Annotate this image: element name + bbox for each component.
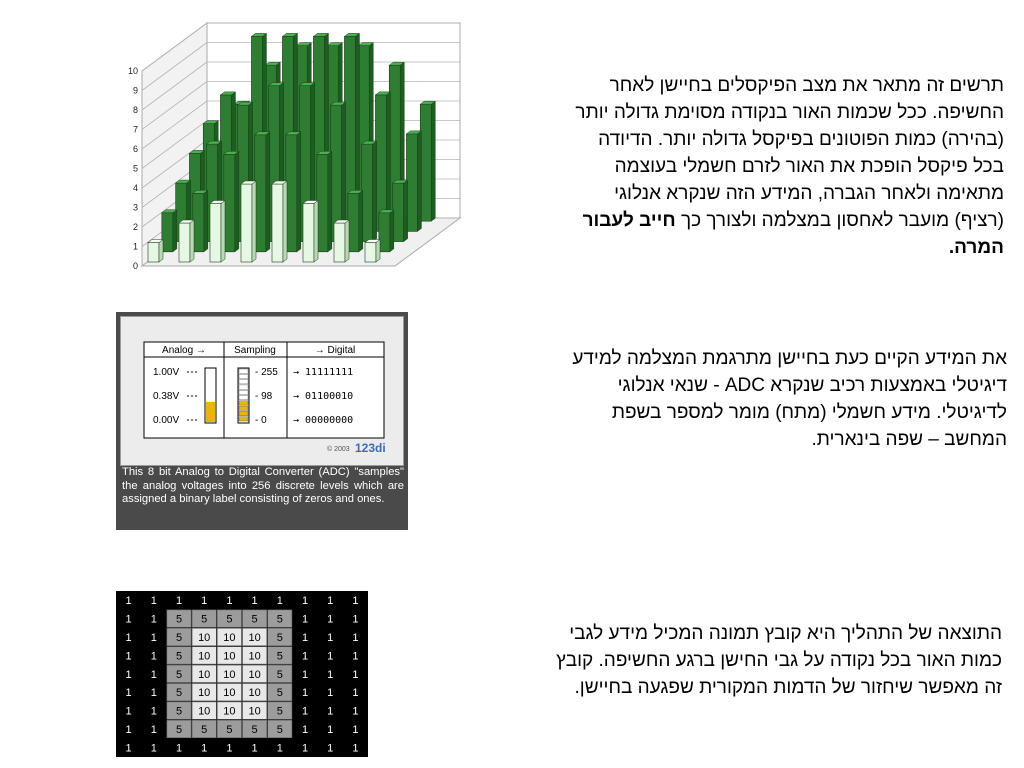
pixel-value: 10 bbox=[198, 668, 211, 681]
pixel-value: 1 bbox=[150, 595, 157, 608]
pixel-value: 1 bbox=[125, 724, 132, 736]
sampling-tick-max: - 255 bbox=[255, 367, 278, 378]
sampling-step bbox=[239, 385, 248, 389]
chart-bar bbox=[286, 135, 297, 252]
pixel-value: 1 bbox=[276, 742, 283, 755]
analog-fill-level bbox=[206, 402, 215, 422]
pixel-value: 1 bbox=[301, 668, 309, 681]
chart-bar-side bbox=[359, 190, 363, 252]
pixel-value: 1 bbox=[352, 724, 359, 736]
pixel-value: 1 bbox=[150, 668, 157, 681]
pixel-value: 1 bbox=[301, 705, 309, 718]
chart-bar bbox=[148, 243, 159, 263]
pixel-value: 1 bbox=[352, 650, 359, 663]
chart-bar-side bbox=[314, 201, 318, 263]
chart-bar-side bbox=[376, 240, 380, 263]
pixel-value: 1 bbox=[352, 742, 359, 755]
p3-line-1: התוצאה של התהליך היא קובץ תמונה המכיל מידע לגבי bbox=[569, 623, 1002, 644]
digital-label-min: → 00000000 bbox=[293, 415, 354, 426]
sampling-step bbox=[239, 390, 248, 394]
sampling-label-min: 0 bbox=[261, 415, 267, 426]
p1-line-4: בכל פיקסל הופכת את האור לזרם חשמלי בעוצמה bbox=[614, 156, 1004, 177]
pixel-value: 5 bbox=[276, 613, 283, 626]
pixel-value: 5 bbox=[201, 724, 208, 736]
p1-line-6-plain: (רציף) מועבר לאחסון במצלמה ולצורך כך bbox=[675, 210, 1004, 231]
pixel-value: 10 bbox=[248, 632, 261, 644]
pixel-value: 5 bbox=[276, 687, 283, 700]
digital-label-max: → 11111111 bbox=[293, 367, 354, 378]
pixel-value: 1 bbox=[150, 613, 157, 626]
sampling-step bbox=[239, 374, 248, 378]
pixel-value: 1 bbox=[327, 650, 334, 663]
pixel-value: 1 bbox=[175, 595, 183, 608]
pixel-value: 1 bbox=[251, 742, 258, 755]
pixel-value: 1 bbox=[352, 668, 359, 681]
pixel-value: 1 bbox=[175, 742, 183, 755]
chart-bar bbox=[406, 134, 417, 232]
adc-header-digital: → Digital bbox=[314, 345, 356, 356]
pixel-value-grid bbox=[116, 591, 368, 757]
pixel-value: 5 bbox=[226, 613, 233, 626]
pixel-value: 1 bbox=[352, 705, 359, 718]
adc-header-analog: Analog → bbox=[162, 345, 206, 356]
pixel-value: 10 bbox=[223, 668, 236, 681]
pixel-value: 1 bbox=[150, 724, 157, 736]
pixel-value: 1 bbox=[150, 687, 157, 700]
sampling-tick-mid: - 98 bbox=[255, 391, 273, 402]
sampling-step bbox=[239, 369, 248, 373]
pixel-value: 1 bbox=[150, 705, 157, 718]
chart-bar bbox=[224, 154, 235, 252]
y-tick-label: 8 bbox=[132, 105, 138, 115]
y-tick-label: 0 bbox=[132, 261, 138, 271]
pixel-value: 10 bbox=[248, 668, 261, 681]
pixel-value: 1 bbox=[301, 742, 309, 755]
pixel-value: 1 bbox=[251, 595, 258, 608]
y-tick-label: 10 bbox=[127, 66, 138, 76]
chart-bar bbox=[162, 213, 173, 252]
adc-figure bbox=[116, 312, 408, 530]
y-tick-label: 4 bbox=[132, 183, 138, 193]
pixel-value: 1 bbox=[327, 613, 334, 626]
chart-bar-side bbox=[404, 180, 408, 242]
pixel-value: 10 bbox=[248, 687, 261, 700]
adc-diagram-svg bbox=[121, 317, 403, 465]
y-tick-label: 3 bbox=[132, 202, 138, 213]
pixel-value: 10 bbox=[248, 650, 261, 663]
paragraph-result bbox=[420, 620, 1002, 701]
pixel-value: 1 bbox=[125, 742, 132, 755]
pixel-value: 1 bbox=[327, 742, 334, 755]
pixel-value: 1 bbox=[125, 632, 132, 644]
p1-line-3: (בהירה) כמות הפוטונים בפיקסל גדולה יותר. הדיודה bbox=[598, 129, 1004, 150]
pixel-value: 1 bbox=[201, 595, 208, 608]
chart-bar bbox=[365, 243, 376, 263]
pixel-value: 1 bbox=[301, 650, 309, 663]
pixel-value: 1 bbox=[352, 613, 359, 626]
pixel-value: 10 bbox=[198, 687, 211, 700]
sampling-step bbox=[239, 411, 248, 415]
chart-bar-side bbox=[328, 151, 332, 252]
sampling-step bbox=[239, 406, 248, 410]
p1-line-2: החשיפה. ככל שכמות האור בנקודה מסוימת גדולה יותר bbox=[575, 102, 1004, 123]
y-tick-label: 5 bbox=[132, 163, 138, 174]
pixel-value: 1 bbox=[301, 687, 309, 700]
pixel-value: 10 bbox=[223, 632, 236, 644]
pixel-value: 1 bbox=[327, 687, 334, 700]
pixel-value: 5 bbox=[175, 632, 183, 644]
y-tick-label: 1 bbox=[132, 241, 138, 252]
pixel-value: 5 bbox=[276, 632, 283, 644]
pixel-value: 1 bbox=[150, 632, 157, 644]
logo-123di: 123di bbox=[355, 441, 386, 455]
pixel-value: 5 bbox=[175, 724, 183, 736]
chart-bar-side bbox=[235, 151, 239, 252]
pixel-value: 1 bbox=[276, 595, 283, 608]
chart-bar-side bbox=[390, 210, 394, 252]
pixel-value: 5 bbox=[201, 613, 208, 626]
chart-bar-side bbox=[266, 132, 270, 252]
chart-bar bbox=[210, 204, 221, 263]
pixel-value: 1 bbox=[150, 650, 157, 663]
chart-bar-side bbox=[159, 240, 163, 263]
chart-bar bbox=[317, 154, 328, 252]
chart-bar bbox=[362, 144, 373, 242]
p3-line-2: כמות האור בכל נקודה על גבי החישן ברגע החשיפה. קובץ bbox=[556, 650, 1002, 671]
adc-caption: This 8 bit Analog to Digital Converter (ADC) "samples" the analog voltages into 256 discrete levels which are assigned a binary label consisting of zeros and ones. bbox=[122, 466, 404, 505]
paragraph-sensor-state bbox=[468, 72, 1004, 261]
pixel-value: 1 bbox=[125, 668, 132, 681]
pixel-value: 5 bbox=[276, 668, 283, 681]
pixel-value: 1 bbox=[150, 742, 157, 755]
chart-bar-side bbox=[297, 132, 301, 252]
adc-header-sampling: Sampling bbox=[234, 345, 276, 356]
pixel-value: 10 bbox=[223, 650, 236, 663]
analog-label-mid: 0.38V bbox=[153, 391, 180, 402]
chart-bar bbox=[193, 193, 204, 252]
p3-line-3: זה מאפשר שיחזור של הדמות המקורית שפגעה בחיישן. bbox=[574, 677, 1002, 698]
chart-bar-side bbox=[190, 220, 194, 262]
pixel-value: 5 bbox=[276, 724, 283, 736]
pixel-value: 1 bbox=[327, 632, 334, 644]
pixel-value: 5 bbox=[175, 613, 183, 626]
pixel-value: 1 bbox=[301, 724, 309, 736]
chart-bar bbox=[179, 223, 190, 262]
y-tick-label: 9 bbox=[132, 85, 138, 96]
pixel-value: 1 bbox=[301, 595, 309, 608]
y-tick-label: 7 bbox=[132, 124, 138, 135]
chart-bar bbox=[379, 213, 390, 252]
chart-bar-side bbox=[283, 181, 287, 262]
chart-bar bbox=[303, 204, 314, 263]
pixel-value: 1 bbox=[226, 742, 233, 755]
paragraph-adc bbox=[440, 345, 1007, 453]
pixel-value: 5 bbox=[226, 724, 233, 736]
chart-bar-side bbox=[431, 101, 435, 221]
sampling-step bbox=[239, 380, 248, 384]
chart-bar-side bbox=[173, 210, 177, 252]
pixel-value: 1 bbox=[327, 724, 334, 736]
pixel-value: 1 bbox=[301, 613, 309, 626]
pixel-value: 10 bbox=[223, 705, 236, 718]
p1-line-6 bbox=[468, 207, 1004, 234]
pixel-value: 5 bbox=[276, 650, 283, 663]
chart-bar bbox=[393, 183, 404, 242]
y-tick-label: 6 bbox=[132, 144, 138, 154]
adc-diagram bbox=[120, 316, 404, 466]
pixel-value: 1 bbox=[226, 595, 233, 608]
pixel-value: 5 bbox=[175, 687, 183, 700]
chart-bar bbox=[241, 184, 252, 262]
chart-bar-side bbox=[417, 131, 421, 232]
chart-bar bbox=[272, 184, 283, 262]
p1-line-5: מתאימה ולאחר הגברה, המידע הזה שנקרא אנלוגי bbox=[614, 183, 1004, 204]
pixel-value: 5 bbox=[251, 613, 258, 626]
pixel-value: 1 bbox=[125, 613, 132, 626]
chart-bar bbox=[420, 104, 431, 221]
pixel-value: 10 bbox=[198, 650, 211, 663]
pixel-value: 1 bbox=[125, 705, 132, 718]
pixel-value: 10 bbox=[198, 705, 211, 718]
pixel-value: 1 bbox=[352, 632, 359, 644]
pixel-value: 1 bbox=[125, 595, 132, 608]
pixel-value: 1 bbox=[352, 595, 359, 608]
sampling-label-max: 255 bbox=[261, 367, 278, 378]
pixel-value: 10 bbox=[198, 632, 211, 644]
p1-bold-conversion: המרה. bbox=[948, 237, 1004, 258]
sampling-step bbox=[239, 401, 248, 405]
p2-line-4: המחשב – שפה בינארית. bbox=[811, 429, 1007, 450]
chart-bar bbox=[334, 223, 345, 262]
chart-bar-side bbox=[373, 141, 377, 242]
pixel-value: 1 bbox=[201, 742, 208, 755]
pixel-value: 10 bbox=[248, 705, 261, 718]
pixel-value: 5 bbox=[175, 705, 183, 718]
pixel-value: 5 bbox=[251, 724, 258, 736]
p2-line-1: את המידע הקיים כעת בחיישן מתרגמת המצלמה למידע bbox=[572, 348, 1007, 369]
pixel-value: 10 bbox=[223, 687, 236, 700]
pixel-value: 5 bbox=[175, 650, 183, 663]
y-tick-label: 2 bbox=[132, 222, 138, 232]
pixel-value: 1 bbox=[125, 650, 132, 663]
pixel-value: 5 bbox=[175, 668, 183, 681]
p1-line-7 bbox=[468, 234, 1004, 261]
analog-label-min: 0.00V bbox=[153, 415, 180, 426]
sampling-step bbox=[239, 396, 248, 400]
p1-line-1: תרשים זה מתאר את מצב הפיקסלים בחיישן לאחר bbox=[609, 75, 1004, 96]
pixel-value: 1 bbox=[327, 595, 334, 608]
sampling-label-mid: 98 bbox=[261, 391, 273, 402]
pixel-value: 1 bbox=[301, 632, 309, 644]
pixel-value: 1 bbox=[125, 687, 132, 700]
sampling-step bbox=[239, 417, 248, 421]
pixel-value: 1 bbox=[327, 668, 334, 681]
chart-bar-side bbox=[221, 201, 225, 263]
copyright-text: © 2003 bbox=[327, 446, 350, 453]
sampling-tick-min: - 0 bbox=[255, 415, 267, 426]
chart-bar bbox=[255, 135, 266, 252]
p1-bold-must-pass: חייב לעבור bbox=[582, 210, 676, 231]
digital-label-mid: → 01100010 bbox=[293, 391, 354, 402]
pixel-value: 1 bbox=[352, 687, 359, 700]
bar-chart-3d bbox=[112, 4, 462, 276]
chart-bar bbox=[348, 193, 359, 252]
p2-line-2: דיגיטלי באמצעות רכיב שנקרא ADC - שנאי אנלוגי bbox=[617, 375, 1007, 396]
analog-label-max: 1.00V bbox=[153, 367, 180, 378]
pixel-value: 1 bbox=[327, 705, 334, 718]
pixel-value: 5 bbox=[276, 705, 283, 718]
chart-bar-side bbox=[252, 181, 256, 262]
y-axis-ticks bbox=[128, 66, 138, 271]
p2-line-3: לדיגיטלי. מידע חשמלי (מתח) מומר למספר בשפת bbox=[611, 402, 1007, 423]
chart-bar-side bbox=[204, 190, 208, 252]
chart-bar-side bbox=[345, 220, 349, 262]
